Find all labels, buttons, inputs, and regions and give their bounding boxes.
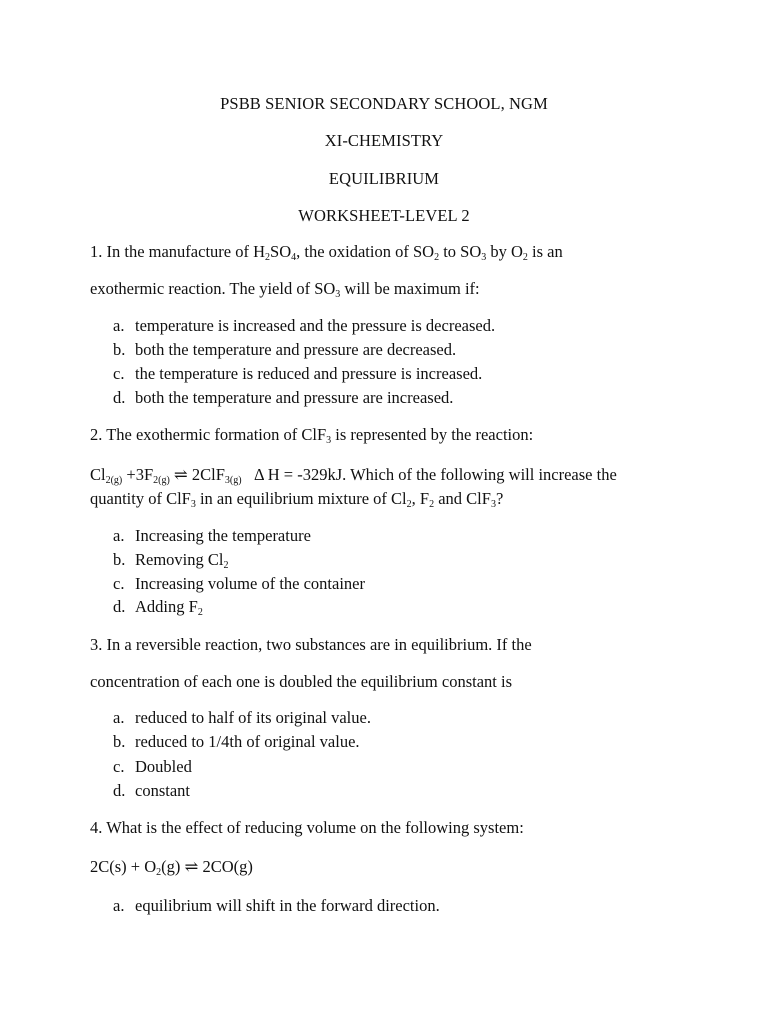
question-3-option-c: c. Doubled [113,757,192,776]
question-1-option-d: d. both the temperature and pressure are increased. [113,388,454,407]
question-2-line-2: $Cl_{2(g)} +3F_{2(g)}$ ⇌ 2ClF$_{3(g)}$ Δ H = -329kJ. Which of the following will increase the [90,465,617,486]
worksheet-level: WORKSHEET-LEVEL 2 [298,206,470,225]
question-2-option-d: d. Adding $F_2$ [113,597,203,618]
question-2-option-a: a. Increasing the temperature [113,526,311,545]
question-1-option-b: b. both the temperature and pressure are decreased. [113,340,457,359]
question-3-line-1: 3. In a reversible reaction, two substances are in equilibrium. If the [90,635,532,654]
question-2-line-3: quantity of ClF$_3$ in an equilibrium mixture of $Cl_2$, $F_2$ and ClF$_3$? [90,489,504,510]
question-1-option-a: a. temperature is increased and the pressure is decreased. [113,316,496,335]
topic-title: EQUILIBRIUM [328,169,440,188]
question-4-option-a: a. equilibrium will shift in the forward direction. [113,896,440,915]
question-4-line-1: 4. What is the effect of reducing volume on the following system: [90,818,524,837]
question-3-option-a: a. reduced to half of its original value. [113,708,371,727]
question-2-option-c: c. Increasing volume of the container [113,574,365,593]
question-1-option-c: c. the temperature is reduced and pressure is increased. [113,364,483,383]
question-1-line-2: exothermic reaction. The yield of $SO_3$ will be maximum if: [90,279,480,300]
question-2-line-1: 2. The exothermic formation of ClF$_3$ is represented by the reaction: [90,425,534,446]
question-3-line-2: concentration of each one is doubled the equilibrium constant is [90,672,513,691]
question-4-line-2: $2C(s) + O_2(g)$ ⇌ 2CO(g) [90,857,253,878]
question-1-line-1: 1. In the manufacture of $H_2SO_4$, the oxidation of $SO_2$ to $SO_3$ by $O_2$ is an [90,242,563,263]
question-3-option-b: b. reduced to 1/4th of original value. [113,732,360,751]
subject-title: XI-CHEMISTRY [324,131,444,150]
school-name: PSBB SENIOR SECONDARY SCHOOL, NGM [220,94,548,113]
question-3-option-d: d. constant [113,781,190,800]
question-2-option-b: b. Removing $Cl_2$ [113,550,229,571]
